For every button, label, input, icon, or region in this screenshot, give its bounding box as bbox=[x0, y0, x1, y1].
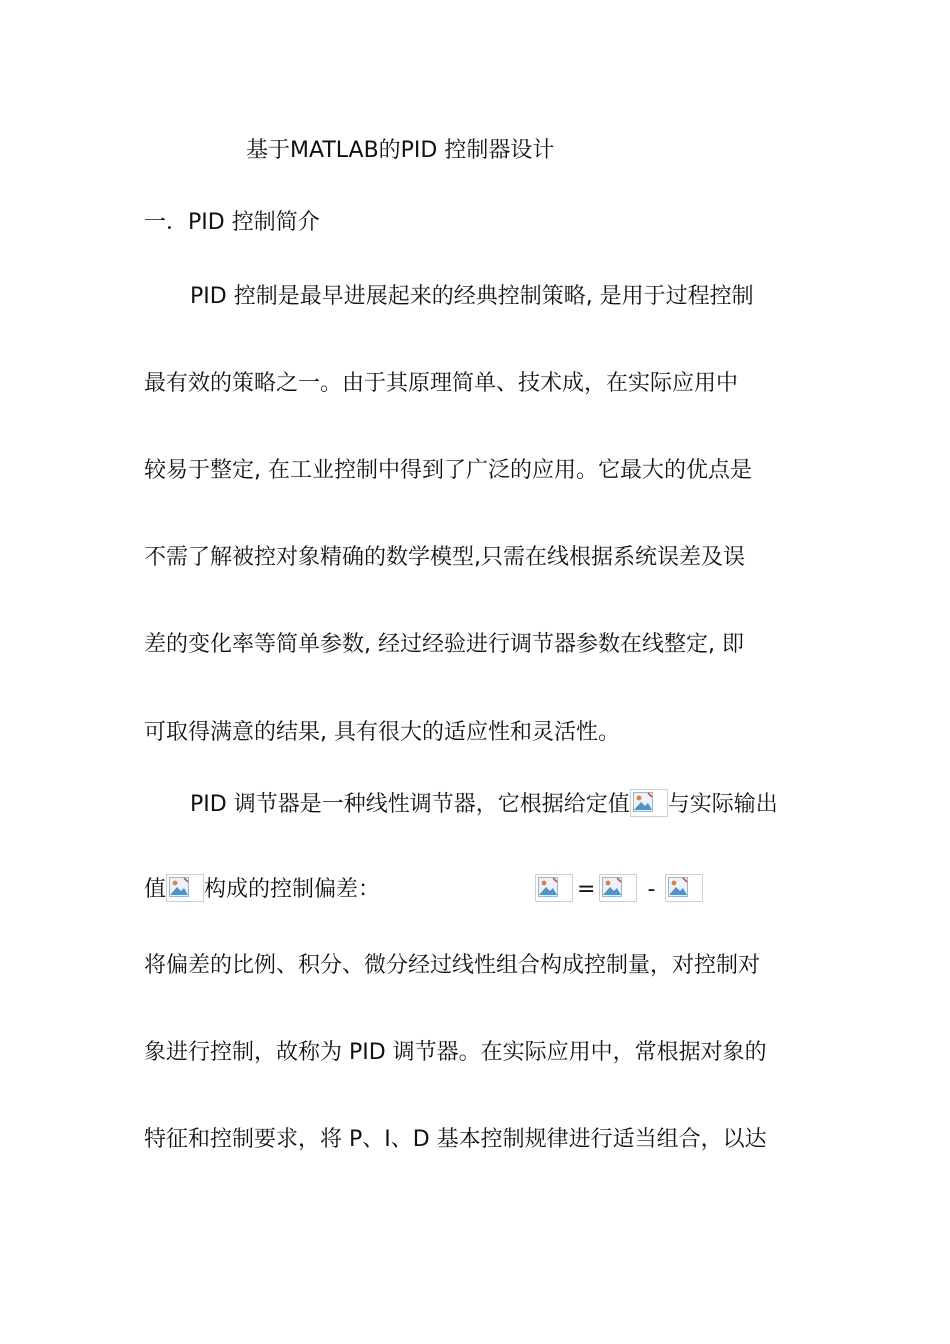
error-formula bbox=[535, 873, 703, 907]
paragraph-line: 不需了解被控对象精确的数学模型,只需在线根据系统误差及误 bbox=[144, 545, 745, 570]
paragraph-line bbox=[144, 873, 380, 907]
broken-image-icon bbox=[665, 874, 703, 902]
paragraph-line: 可取得满意的结果, 具有很大的适应性和灵活性。 bbox=[144, 720, 620, 745]
paragraph-text: PID 调节器是一种线性调节器，它根据给定值 bbox=[190, 792, 630, 817]
broken-image-icon bbox=[630, 789, 668, 817]
paragraph-line: 差的变化率等简单参数, 经过经验进行调节器参数在线整定, 即 bbox=[144, 632, 744, 657]
minus-sign: - bbox=[647, 877, 656, 902]
paragraph-text: 值 bbox=[144, 877, 167, 902]
paragraph-text: 构成的控制偏差： bbox=[204, 877, 381, 902]
paragraph-line bbox=[190, 788, 778, 822]
paragraph-line: 较易于整定, 在工业控制中得到了广泛的应用。它最大的优点是 bbox=[144, 458, 752, 483]
equals-sign: = bbox=[577, 877, 596, 902]
paragraph-line: 象进行控制，故称为 PID 调节器。在实际应用中，常根据对象的 bbox=[144, 1040, 767, 1065]
paragraph-line: PID 控制是最早进展起来的经典控制策略, 是用于过程控制 bbox=[190, 284, 754, 309]
paragraph-line: 特征和控制要求，将 P、I、D 基本控制规律进行适当组合，以达 bbox=[144, 1127, 767, 1152]
paragraph-line: 将偏差的比例、积分、微分经过线性组合构成控制量，对控制对 bbox=[144, 953, 761, 978]
paragraph-text: 与实际输出 bbox=[667, 792, 778, 817]
document-title: 基于MATLAB的PID 控制器设计 bbox=[246, 138, 555, 163]
broken-image-icon bbox=[599, 874, 637, 902]
broken-image-icon bbox=[166, 874, 204, 902]
paragraph-line: 最有效的策略之一。由于其原理简单、技术成，在实际应用中 bbox=[144, 371, 739, 396]
broken-image-icon bbox=[535, 874, 573, 902]
section-heading: 一．PID 控制简介 bbox=[144, 210, 320, 235]
